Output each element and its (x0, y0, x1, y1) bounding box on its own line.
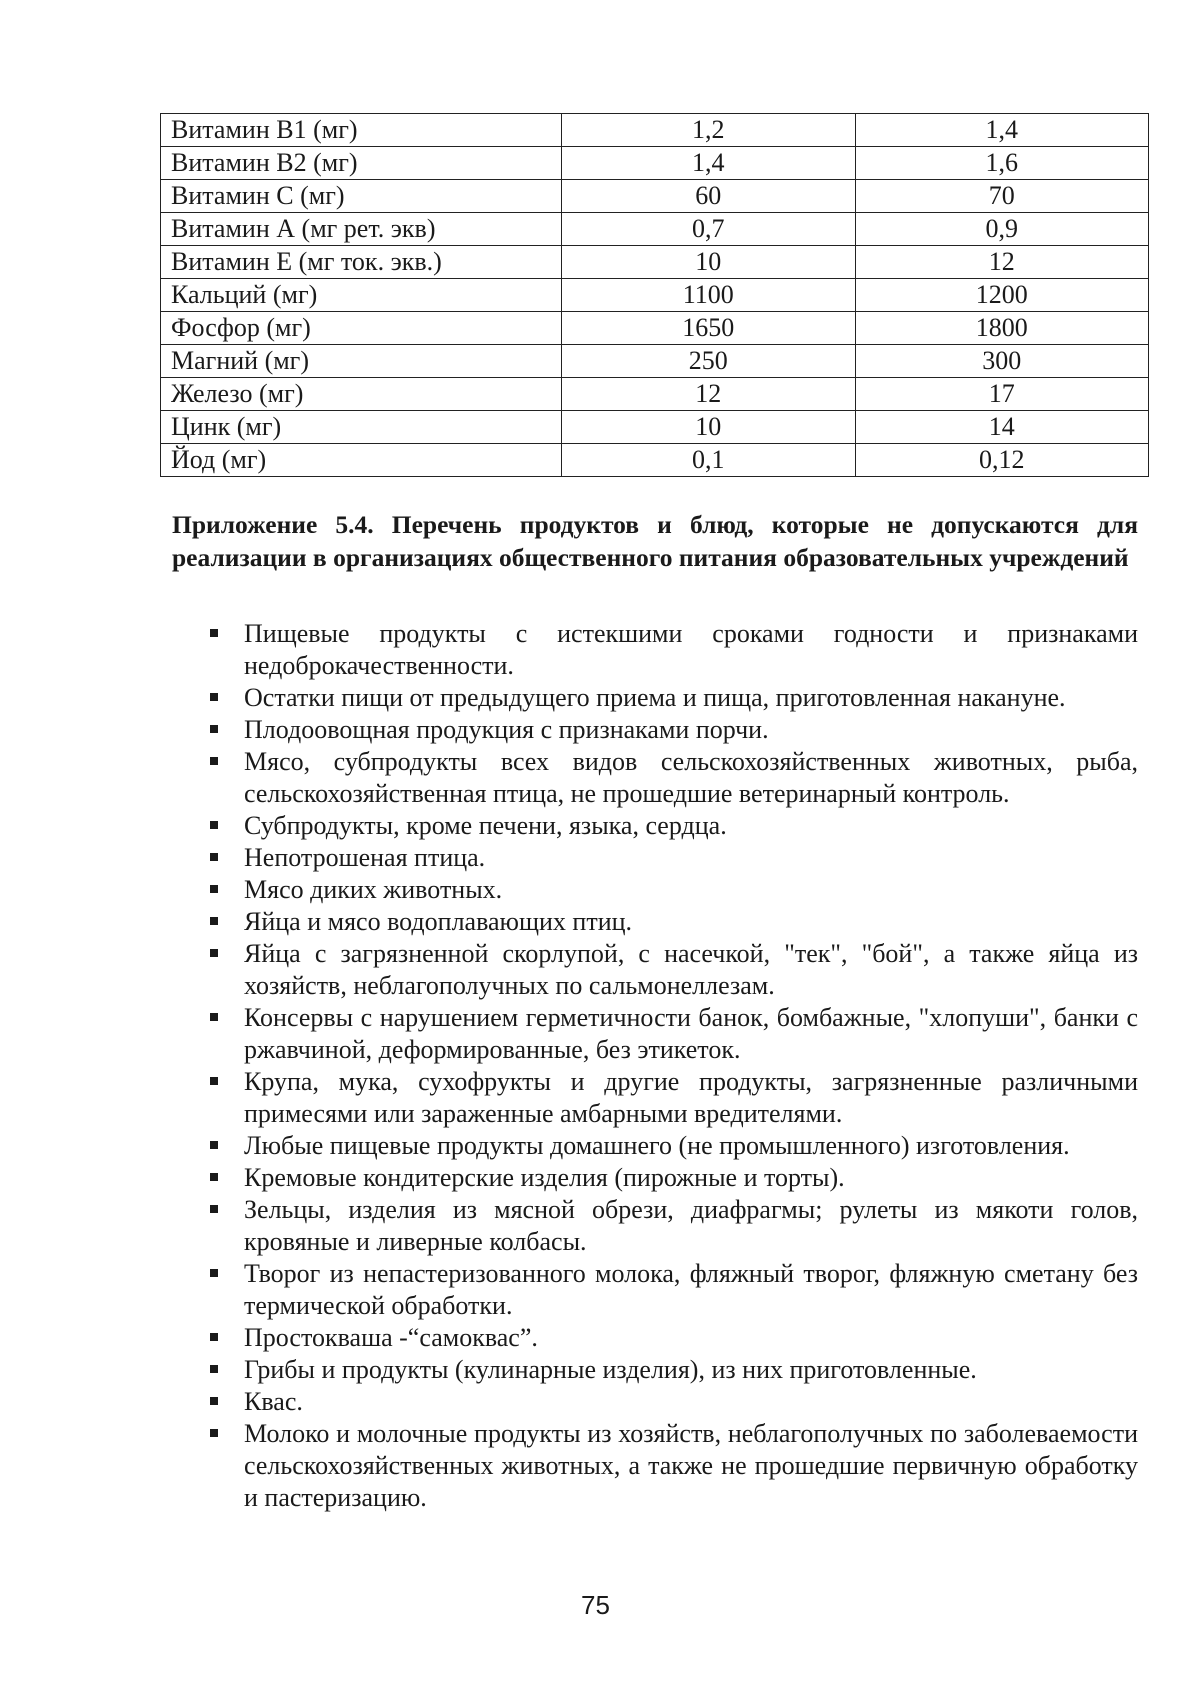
list-item (208, 1002, 1138, 1066)
value-cell-1: 60 (562, 180, 856, 213)
list-item (208, 1322, 1138, 1354)
list-item (208, 682, 1138, 714)
square-bullet-icon (210, 1397, 218, 1405)
value-cell-1: 10 (562, 246, 856, 279)
nutrient-name-cell: Витамин Е (мг ток. экв.) (161, 246, 562, 279)
value-cell-2: 300 (855, 345, 1149, 378)
list-item (208, 810, 1138, 842)
list-item (208, 1194, 1138, 1258)
value-cell-1: 0,7 (562, 213, 856, 246)
table-row (161, 345, 1149, 378)
table-row (161, 312, 1149, 345)
table-row (161, 213, 1149, 246)
list-item (208, 874, 1138, 906)
list-item (208, 1066, 1138, 1130)
list-item (208, 714, 1138, 746)
value-cell-2: 0,9 (855, 213, 1149, 246)
square-bullet-icon (210, 1077, 218, 1085)
list-item-text: Любые пищевые продукты домашнего (не промышленного) изготовления. (244, 1131, 1070, 1160)
list-item-text: Творог из непастеризованного молока, фляжный творог, фляжную сметану без термической обработки. (244, 1259, 1138, 1320)
value-cell-2: 1800 (855, 312, 1149, 345)
square-bullet-icon (210, 821, 218, 829)
square-bullet-icon (210, 693, 218, 701)
value-cell-1: 1,4 (562, 147, 856, 180)
value-cell-1: 1650 (562, 312, 856, 345)
value-cell-2: 1,6 (855, 147, 1149, 180)
nutrient-name-cell: Фосфор (мг) (161, 312, 562, 345)
nutrient-norms-table (160, 113, 1149, 477)
square-bullet-icon (210, 1333, 218, 1341)
list-item-text: Консервы с нарушением герметичности банок, бомбажные, "хлопуши", банки с ржавчиной, деформированные, без этикеток. (244, 1003, 1138, 1064)
nutrient-name-cell: Цинк (мг) (161, 411, 562, 444)
value-cell-2: 12 (855, 246, 1149, 279)
list-item-text: Зельцы, изделия из мясной обрези, диафрагмы; рулеты из мякоти голов, кровяные и ливерные колбасы. (244, 1195, 1138, 1256)
table-row (161, 378, 1149, 411)
list-item (208, 1258, 1138, 1322)
list-item (208, 618, 1138, 682)
square-bullet-icon (210, 1205, 218, 1213)
nutrient-name-cell: Магний (мг) (161, 345, 562, 378)
list-item-text: Молоко и молочные продукты из хозяйств, неблагополучных по заболеваемости сельскохозяйственных животных, а также не прошедшие первичную обработку и пастеризацию. (244, 1419, 1138, 1512)
square-bullet-icon (210, 757, 218, 765)
value-cell-1: 1100 (562, 279, 856, 312)
list-item-text: Плодоовощная продукция с признаками порчи. (244, 715, 769, 744)
value-cell-2: 17 (855, 378, 1149, 411)
square-bullet-icon (210, 853, 218, 861)
nutrient-name-cell: Витамин В2 (мг) (161, 147, 562, 180)
page-number: 75 (581, 1590, 610, 1620)
value-cell-2: 1200 (855, 279, 1149, 312)
list-item-text: Яйца и мясо водоплавающих птиц. (244, 907, 633, 936)
square-bullet-icon (210, 1429, 218, 1437)
list-item-text: Мясо диких животных. (244, 875, 503, 904)
table-row (161, 114, 1149, 147)
square-bullet-icon (210, 949, 218, 957)
table-row (161, 246, 1149, 279)
value-cell-1: 10 (562, 411, 856, 444)
square-bullet-icon (210, 1269, 218, 1277)
list-item (208, 1418, 1138, 1514)
table-row (161, 147, 1149, 180)
table-row (161, 180, 1149, 213)
list-item-text: Остатки пищи от предыдущего приема и пища, приготовленная накануне. (244, 683, 1066, 712)
list-item (208, 1386, 1138, 1418)
value-cell-1: 0,1 (562, 444, 856, 477)
square-bullet-icon (210, 1173, 218, 1181)
nutrient-name-cell: Витамин С (мг) (161, 180, 562, 213)
square-bullet-icon (210, 885, 218, 893)
value-cell-2: 1,4 (855, 114, 1149, 147)
list-item (208, 1162, 1138, 1194)
list-item-text: Яйца с загрязненной скорлупой, с насечкой, "тек", "бой", а также яйца из хозяйств, неблагополучных по сальмонеллезам. (244, 939, 1138, 1000)
list-item-text: Непотрошеная птица. (244, 843, 486, 872)
list-item (208, 746, 1138, 810)
table-row (161, 444, 1149, 477)
value-cell-2: 14 (855, 411, 1149, 444)
list-item-text: Грибы и продукты (кулинарные изделия), из них приготовленные. (244, 1355, 977, 1384)
value-cell-1: 1,2 (562, 114, 856, 147)
list-item-text: Квас. (244, 1387, 303, 1416)
appendix-heading: Приложение 5.4. Перечень продуктов и блюд, которые не допускаются для реализации в организациях общественного питания образовательных учреждений (172, 510, 1138, 572)
prohibited-products-list (208, 618, 1138, 1514)
square-bullet-icon (210, 725, 218, 733)
value-cell-2: 0,12 (855, 444, 1149, 477)
list-item-text: Субпродукты, кроме печени, языка, сердца. (244, 811, 727, 840)
value-cell-1: 250 (562, 345, 856, 378)
value-cell-1: 12 (562, 378, 856, 411)
list-item (208, 1130, 1138, 1162)
list-item-text: Мясо, субпродукты всех видов сельскохозяйственных животных, рыба, сельскохозяйственная птица, не прошедшие ветеринарный контроль. (244, 747, 1138, 808)
list-item-text: Крупа, мука, сухофрукты и другие продукты, загрязненные различными примесями или зараженные амбарными вредителями. (244, 1067, 1138, 1128)
list-item (208, 842, 1138, 874)
square-bullet-icon (210, 629, 218, 637)
list-item-text: Простокваша -“самоквас”. (244, 1323, 538, 1352)
list-item (208, 906, 1138, 938)
nutrient-name-cell: Кальций (мг) (161, 279, 562, 312)
value-cell-2: 70 (855, 180, 1149, 213)
list-item (208, 1354, 1138, 1386)
square-bullet-icon (210, 1013, 218, 1021)
nutrient-name-cell: Железо (мг) (161, 378, 562, 411)
nutrient-name-cell: Витамин В1 (мг) (161, 114, 562, 147)
list-item-text: Пищевые продукты с истекшими сроками годности и признаками недоброкачественности. (244, 619, 1138, 680)
nutrient-name-cell: Йод (мг) (161, 444, 562, 477)
nutrient-name-cell: Витамин А (мг рет. экв) (161, 213, 562, 246)
square-bullet-icon (210, 1141, 218, 1149)
table-body (161, 114, 1149, 477)
square-bullet-icon (210, 917, 218, 925)
list-item (208, 938, 1138, 1002)
table-row (161, 279, 1149, 312)
square-bullet-icon (210, 1365, 218, 1373)
list-item-text: Кремовые кондитерские изделия (пирожные и торты). (244, 1163, 845, 1192)
table-row (161, 411, 1149, 444)
